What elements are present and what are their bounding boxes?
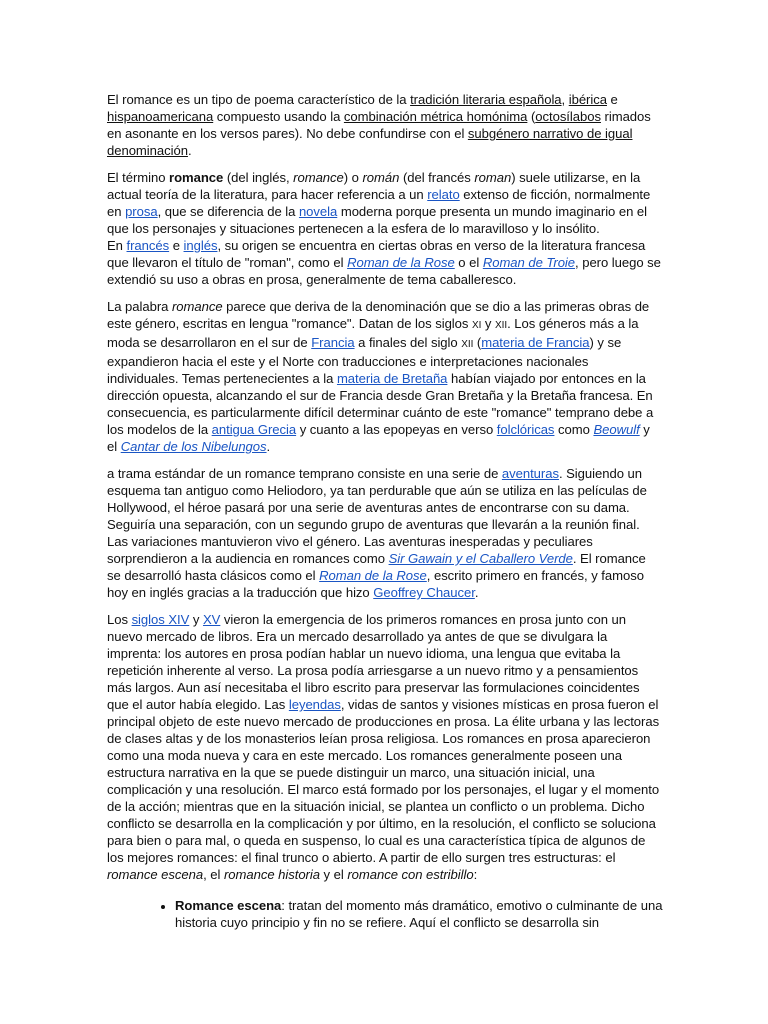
- paragraph-palabra: [107, 298, 663, 455]
- text-span: , pero luego se extendió su uso a obras en prosa, generalmente de tema caballeresco.: [107, 255, 661, 287]
- text-span: compuesto usando la: [213, 109, 344, 124]
- link-roman-de-troie[interactable]: [483, 255, 575, 270]
- text-span: y el: [107, 422, 650, 454]
- italic-term: romance historia: [223, 867, 320, 882]
- text-span: :: [473, 867, 478, 882]
- text-span: , vidas de santos y visiones místicas en prosa fueron el principal objeto de este nuevo mercado de producciones en prosa. La élite urbana y las lectoras de clases altas y de los monasterios leían prosa religiosa. Los romances en prosa aparecieron como una moda nueva y cara en este mercado. Los romances generalmente poseen una estructura narrativa en la que se puede distinguir un marco, una situación inicial, una complicación y una resolución. El marco está formado por los personajes, el lugar y el momento de la acción; mientras que en la situación inicial, se plantea un conflicto o un problema. Dicho conflicto se desarrolla en la complicación y por último, en la resolución, el conflicto se soluciona para bien o para mal, o queda en suspenso, lo cual es una característica típica de algunos de los mejores romances: el final trunco o abierto. A partir de ello surgen tres estructuras: el: [107, 697, 660, 865]
- text-span: ) o: [343, 170, 363, 185]
- text-span: vieron la emergencia de los primeros romances en prosa junto con un nuevo mercado de libros. Era un mercado desarrollado ya antes de que se divulgara la imprenta: los autores en prosa podían hablar un nuevo idioma, una lengua que evitaba la repetición inherente al verso. La prosa podía arriesgarse a un nuevo ritmo y a pensamientos más largos. Aun así necesitaba el libro escrito para preservar las formulaciones coincidentes que el autor había elegido. Las: [107, 612, 640, 712]
- text-span: , escrito primero en francés, y famoso hoy en inglés gracias a la traducción que hizo: [107, 568, 644, 600]
- link-novela[interactable]: novela: [298, 204, 338, 219]
- text-span: moderna porque presenta un mundo imaginario en el que los personajes y situaciones pertenecen a la esfera de lo maravilloso y lo insólito.: [107, 204, 648, 236]
- text-span: ) y se expandieron hacia el este y el Norte con traducciones e interpretaciones nacionales individuales. Temas pertenecientes a la: [107, 335, 622, 386]
- text-span: , que se diferencia de la: [157, 204, 299, 219]
- text-span: rimados en asonante en los versos pares). No debe confundirse con el: [107, 109, 651, 141]
- link-iberica[interactable]: ibérica: [568, 92, 607, 107]
- link-frances[interactable]: francés: [126, 238, 170, 253]
- paragraph-termino: [107, 169, 663, 288]
- text-span: habían viajado por entonces en la dirección opuesta, alcanzando el sur de Francia desde Gran Bretaña y la Bretaña francesa. En consecuencia, es particularmente difícil determinar cuánto de este "romance" temprano debe a los modelos de la: [107, 371, 654, 437]
- italic-term: romance con estribillo: [347, 867, 474, 882]
- text-span: : tratan del momento más dramático, emotivo o culminante de una historia cuyo principio y fin no se refiere. Aquí el conflicto se desarrolla sin: [175, 898, 663, 930]
- paragraph-trama: [107, 465, 663, 601]
- text-span: . El romance se desarrolló hasta clásicos como el: [107, 551, 646, 583]
- text-span: (: [473, 335, 482, 350]
- list-item: [175, 897, 663, 931]
- link-roman-de-la-rose[interactable]: [347, 255, 455, 270]
- text-span: como: [554, 422, 594, 437]
- link-text: Roman de la Rose: [319, 568, 427, 583]
- text-span: .: [187, 143, 192, 158]
- text-span: a trama estándar de un romance temprano consiste en una serie de: [107, 466, 502, 481]
- link-materia-de-bretana[interactable]: materia de Bretaña: [336, 371, 448, 386]
- link-xv[interactable]: XV: [202, 612, 221, 627]
- text-span: y el: [319, 867, 348, 882]
- link-text: Cantar de los Nibelungos: [120, 439, 267, 454]
- link-beowulf[interactable]: [593, 422, 639, 437]
- roman-numeral: XII: [495, 320, 508, 331]
- text-span: (: [527, 109, 536, 124]
- text-span: .: [474, 585, 479, 600]
- link-tradicion-literaria[interactable]: tradición literaria española: [410, 92, 562, 107]
- italic-term: romance: [293, 170, 344, 185]
- text-span: , el: [203, 867, 224, 882]
- text-span: ,: [561, 92, 569, 107]
- link-subgenero-narrativo[interactable]: subgénero narrativo de igual denominación: [107, 126, 633, 158]
- text-span: (del inglés,: [223, 170, 294, 185]
- text-span: a finales del siglo: [354, 335, 462, 350]
- link-octosilabos[interactable]: octosílabos: [535, 109, 601, 124]
- link-hispanoamericana[interactable]: hispanoamericana: [107, 109, 214, 124]
- text-span: , su origen se encuentra en ciertas obras en verso de la literatura francesa que llevaron el título de "roman", como el: [107, 238, 646, 270]
- link-geoffrey-chaucer[interactable]: Geoffrey Chaucer: [373, 585, 475, 600]
- text-span: . Los géneros más a la moda se desarrollaron en el sur de: [107, 316, 639, 350]
- link-text: Beowulf: [593, 422, 640, 437]
- link-sir-gawain[interactable]: [389, 551, 573, 566]
- paragraph-intro: [107, 91, 663, 159]
- link-combinacion-metrica[interactable]: combinación métrica homónima: [343, 109, 528, 124]
- italic-term: roman: [474, 170, 512, 185]
- link-materia-de-francia[interactable]: materia de Francia: [481, 335, 590, 350]
- text-span: y: [189, 612, 203, 627]
- text-span: La palabra: [107, 299, 172, 314]
- text-span: . Siguiendo un esquema tan antiguo como Heliodoro, ya tan perdurable que aún se utiliza en las películas de Hollywood, el héroe pasará por una serie de aventuras antes de encontrarse con su dama. Seguiría una separación, con un segundo grupo de aventuras que llevarán a la reunión final. Las variaciones mantuvieron vivo el género. Las aventuras inesperadas y peculiares sorprendieron a la audiencia en romances como: [107, 466, 647, 566]
- bold-term: Romance escena: [175, 898, 282, 913]
- text-span: En: [107, 238, 127, 253]
- italic-term: romance: [171, 299, 223, 314]
- link-aventuras[interactable]: aventuras: [501, 466, 559, 481]
- link-ingles[interactable]: inglés: [183, 238, 218, 253]
- text-span: (del francés: [399, 170, 475, 185]
- bullet-list: [107, 897, 663, 931]
- text-span: El romance es un tipo de poema característico de la: [107, 92, 411, 107]
- link-text: Roman de Troie: [482, 255, 576, 270]
- text-span: parece que deriva de la denominación que se dio a las primeras obras de este género, escritas en lengua "romance". Datan de los siglos: [107, 299, 650, 331]
- roman-numeral: XII: [461, 339, 474, 350]
- link-text: Sir Gawain y el Caballero Verde: [388, 551, 573, 566]
- link-text: Roman de la Rose: [347, 255, 455, 270]
- link-leyendas[interactable]: leyendas: [288, 697, 341, 712]
- article-body: [107, 91, 663, 931]
- italic-term: román: [362, 170, 400, 185]
- text-span: El término: [107, 170, 170, 185]
- link-roman-de-la-rose-2[interactable]: [319, 568, 427, 583]
- text-span: ) suele utilizarse, en la actual teoría de la literatura, para hacer referencia a un: [107, 170, 641, 202]
- bold-term: romance: [169, 170, 224, 185]
- roman-numeral: XI: [471, 320, 482, 331]
- text-span: .: [266, 439, 271, 454]
- link-francia[interactable]: Francia: [311, 335, 355, 350]
- link-prosa[interactable]: prosa: [125, 204, 158, 219]
- link-antigua-grecia[interactable]: antigua Grecia: [211, 422, 297, 437]
- text-span: e: [169, 238, 184, 253]
- italic-term: romance escena: [107, 867, 204, 882]
- link-cantar-nibelungos[interactable]: [121, 439, 267, 454]
- text-span: y cuanto a las epopeyas en verso: [296, 422, 497, 437]
- link-folcloricas[interactable]: folclóricas: [496, 422, 555, 437]
- text-span: o el: [454, 255, 483, 270]
- paragraph-siglos: [107, 611, 663, 883]
- text-span: extenso de ficción, normalmente en: [107, 187, 651, 219]
- text-span: Los: [107, 612, 132, 627]
- link-relato[interactable]: relato: [427, 187, 460, 202]
- text-span: e: [606, 92, 618, 107]
- link-siglos-xiv[interactable]: siglos XIV: [131, 612, 190, 627]
- text-span: y: [481, 316, 496, 331]
